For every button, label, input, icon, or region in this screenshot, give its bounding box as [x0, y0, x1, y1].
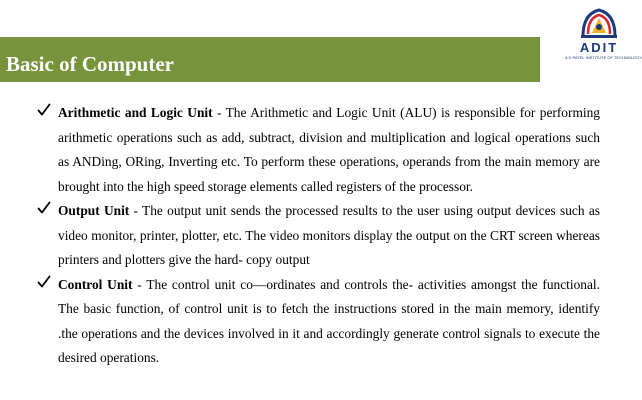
list-item [37, 273, 600, 371]
list-item [37, 199, 600, 273]
item-term: Output Unit [58, 203, 130, 218]
item-text: - The control unit co—ordinates and controls the- activities amongst the functional. The basic function, of control unit is to fetch the instructions stored in the main memory, identify .the operations and the devices involved in it and accordingly generate control signals to execute the desired operations. [58, 276, 600, 365]
item-paragraph [58, 273, 600, 371]
item-paragraph [58, 199, 600, 273]
checkmark-icon [37, 103, 51, 117]
checkmark-icon [37, 275, 51, 289]
adit-emblem-icon [579, 6, 619, 40]
item-text: - The Arithmetic and Logic Unit (ALU) is responsible for performing arithmetic operations such as add, subtract, division and multiplication and logical operations such as ANDing, ORing, Inverting etc. To perform these operations, operands from the main memory are brought into the high speed storage elements called registers of the processor. [58, 105, 600, 194]
bullet-list [37, 101, 600, 371]
title-bar [0, 37, 540, 82]
item-term: Control Unit [58, 276, 133, 292]
list-item [37, 101, 600, 199]
item-paragraph [58, 101, 600, 199]
institute-logo [565, 6, 642, 74]
item-term: Arithmetic and Logic Unit [58, 105, 213, 120]
logo-subtitle: A D PATEL INSTITUTE OF TECHNOLOGY [565, 55, 642, 60]
checkmark-icon [37, 201, 51, 215]
logo-name: ADIT [579, 40, 619, 55]
item-text: - The output unit sends the processed results to the user using output devices such as video monitor, printer, plotter, etc. The video monitors display the output on the CRT screen whereas printers and plotters give the hard- copy output [58, 203, 600, 267]
slide-title: Basic of Computer [6, 52, 174, 76]
